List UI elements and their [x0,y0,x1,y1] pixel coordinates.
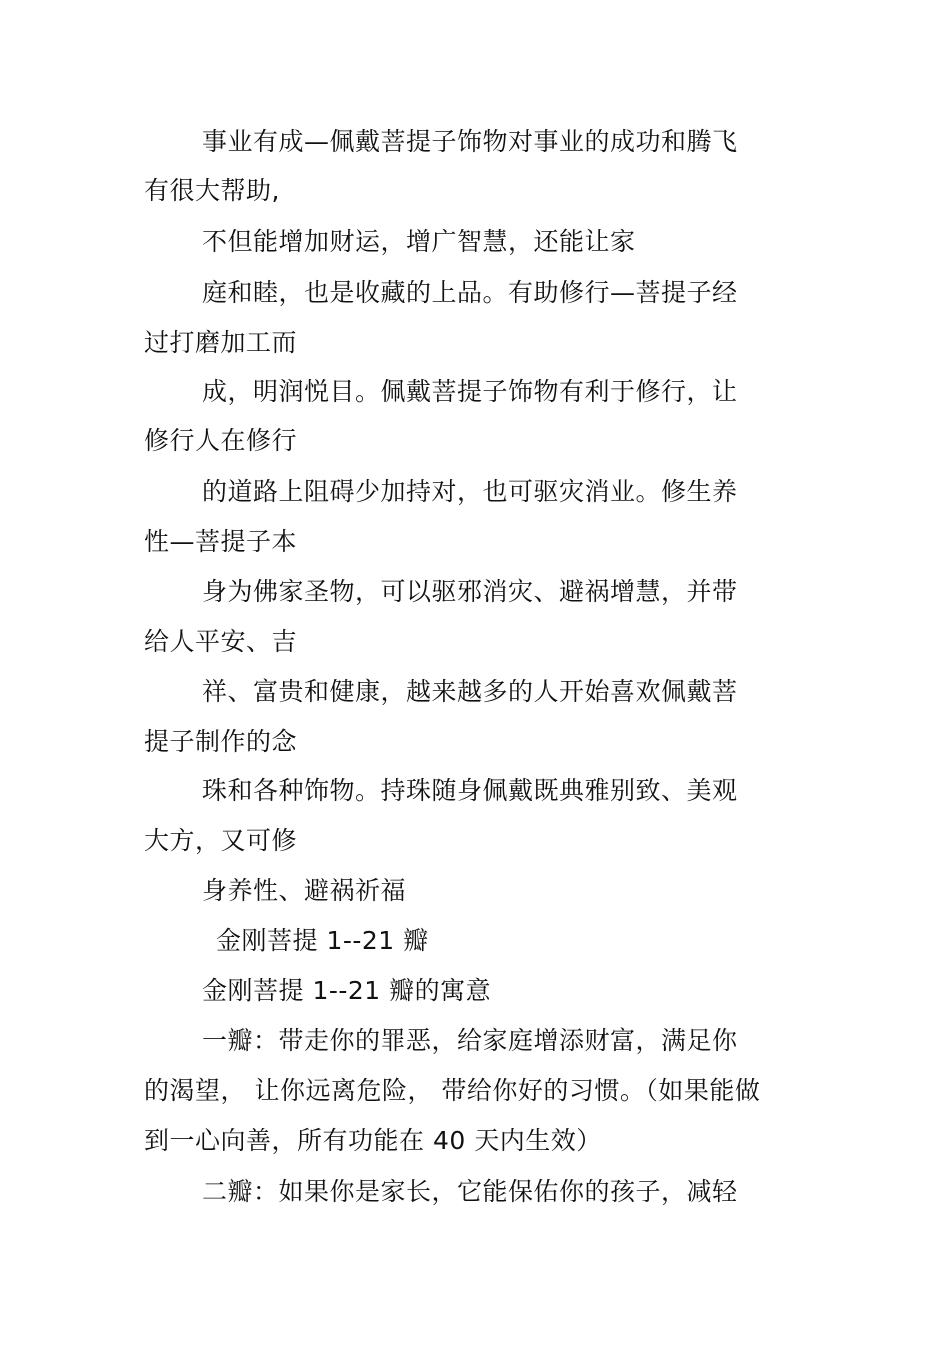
text-line: 珠和各种饰物。持珠随身佩戴既典雅别致、美观 [202,776,738,805]
text-line: 不但能增加财运，增广智慧，还能让家 [202,227,636,256]
text-line: 大方，又可修 [144,826,298,855]
text-line: 身养性、避祸祈福 [202,876,407,905]
text-line: 过打磨加工而 [144,328,298,357]
text-line: 修行人在修行 [144,426,298,455]
text-line: 一瓣：带走你的罪恶，给家庭增添财富，满足你 [202,1026,738,1055]
text-line: 事业有成—佩戴菩提子饰物对事业的成功和腾飞 [202,127,738,156]
text-line: 提子制作的念 [144,727,298,756]
text-line: 到一心向善，所有功能在 40 天内生效） [144,1126,602,1155]
text-line: 祥、富贵和健康，越来越多的人开始喜欢佩戴菩 [202,677,738,706]
text-line: 的道路上阻碍少加持对，也可驱灾消业。修生养 [202,477,738,506]
text-line: 给人平安、吉 [144,627,298,656]
text-line: 的渴望， 让你远离危险， 带给你好的习惯。（如果能做 [144,1076,761,1105]
text-line: 成，明润悦目。佩戴菩提子饰物有利于修行，让 [202,377,738,406]
text-line: 性—菩提子本 [144,527,298,556]
section-heading: 金刚菩提 1--21 瓣 [216,926,429,955]
text-line: 二瓣：如果你是家长，它能保佑你的孩子，减轻 [202,1177,738,1206]
text-line: 有很大帮助, [144,176,280,205]
section-subheading: 金刚菩提 1--21 瓣的寓意 [202,976,492,1005]
text-line: 庭和睦，也是收藏的上品。有助修行—菩提子经 [202,278,738,307]
text-line: 身为佛家圣物，可以驱邪消灾、避祸增慧，并带 [202,577,738,606]
